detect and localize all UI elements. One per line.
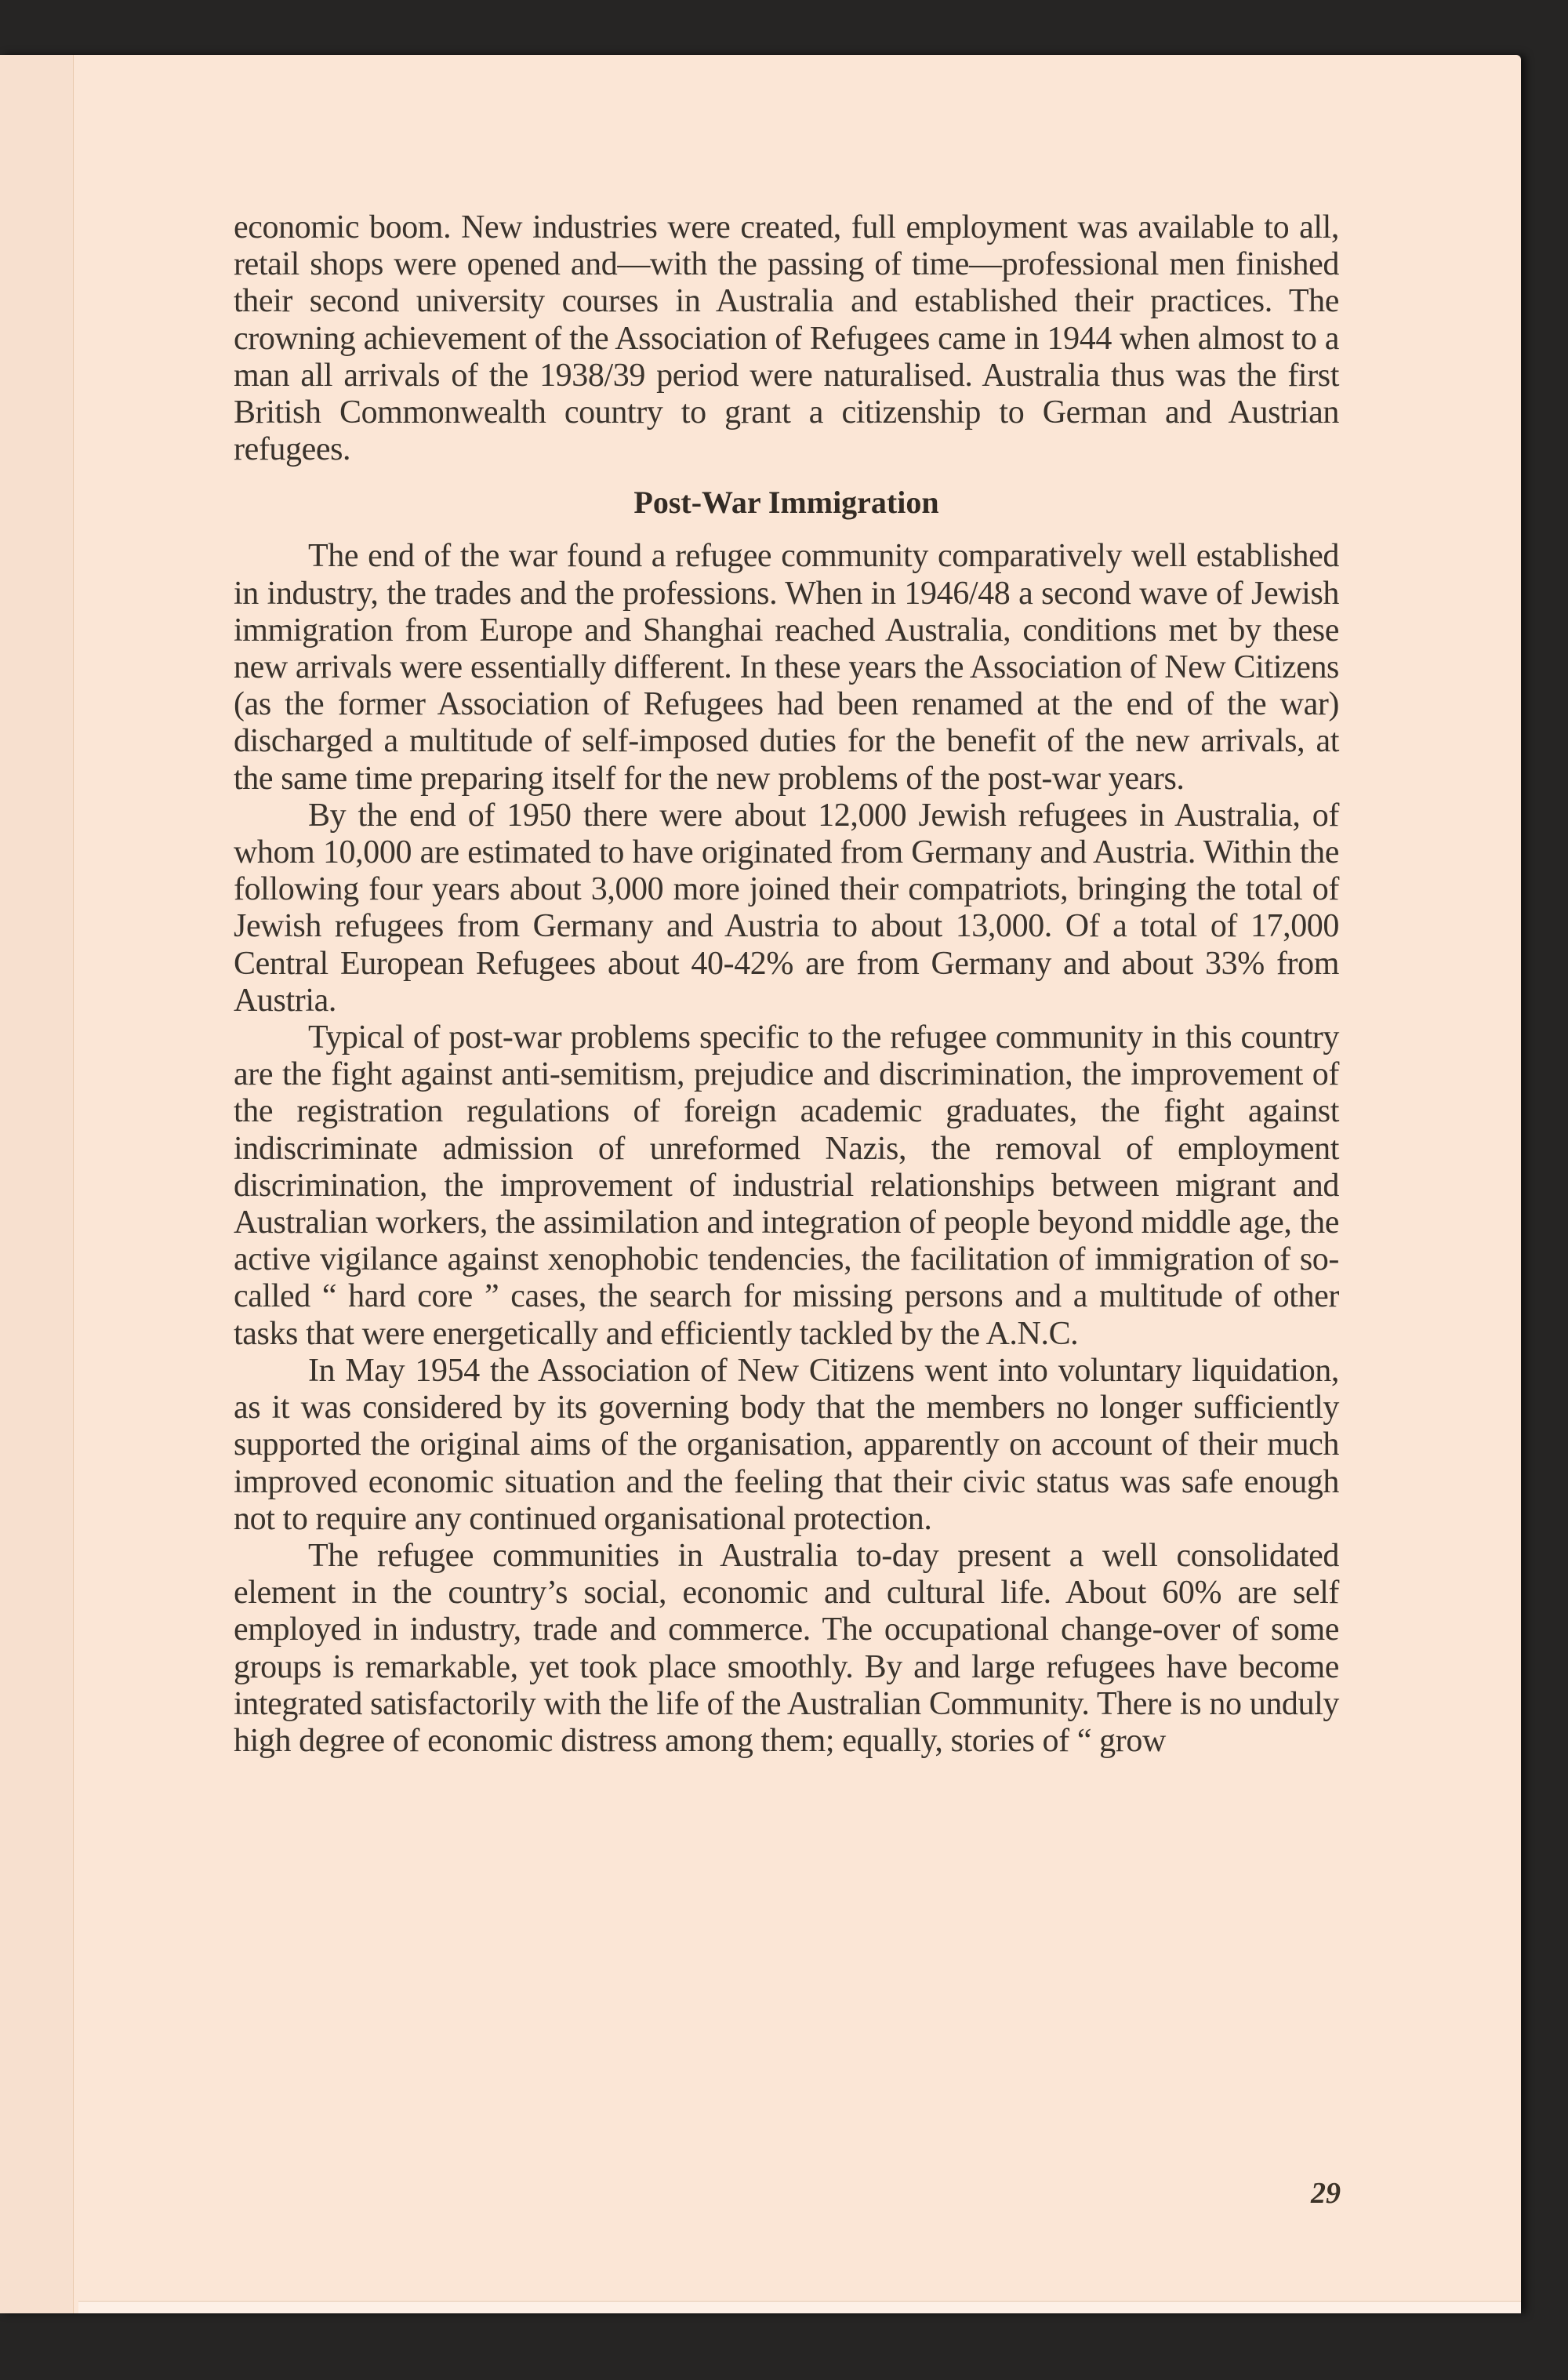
- paragraph-end-of-war: The end of the war found a refugee community comparatively well established in industry, the trades and the professions. When in 1946/48 a second wave of Jewish immigration from Europe and Shanghai reached Australia, conditions met by these new arrivals were essentially different. In these years the Association of New Citizens (as the former Association of Refugees had been renamed at the end of the war) discharged a multitude of self-imposed duties for the benefit of the new arrivals, at the same time preparing itself for the new problems of the post-war years.: [234, 538, 1339, 797]
- section-heading: Post-War Immigration: [633, 485, 939, 521]
- book-page: [0, 55, 1521, 2313]
- paragraph-economic-boom: economic boom. New industries were created, full employment was available to all, retail shops were opened and—with the passing of time—professional men finished their second university courses in Australia and established their practices. The crowning achievement of the Association of Refugees came in 1944 when almost to a man all arrivals of the 1938/39 period were naturalised. Australia thus was the first British Commonwealth country to grant a citizenship to German and Austrian refugees.: [234, 209, 1339, 468]
- facing-page-edge: [0, 55, 74, 2313]
- page-bottom-edge: [78, 2301, 1521, 2313]
- page-number: 29: [1311, 2177, 1341, 2210]
- paragraph-refugee-numbers: By the end of 1950 there were about 12,000 Jewish refugees in Australia, of whom 10,000 are estimated to have originated from Germany and Austria. Within the following four years about 3,000 more joined their compatriots, bringing the total of Jewish refugees from Germany and Austria to about 13,000. Of a total of 17,000 Central European Refugees about 40-42% are from Germany and about 33% from Austria.: [234, 797, 1339, 1019]
- paragraph-liquidation: In May 1954 the Association of New Citizens went into voluntary liquidation, as it was considered by its governing body that the members no longer sufficiently supported the original aims of the organisation, apparently on account of their much improved economic situation and the feeling that their civic status was safe enough not to require any continued organisational protection.: [234, 1352, 1339, 1537]
- paragraph-post-war-problems: Typical of post-war problems specific to the refugee community in this country are the fight against anti-semitism, prejudice and discrimination, the improvement of the registration regulations of foreign academic graduates, the fight against indiscriminate admission of unreformed Nazis, the removal of employment discrimination, the improvement of industrial relationships between migrant and Australian workers, the assimilation and integration of people beyond middle age, the active vigilance against xenophobic tendencies, the facilitation of immigration of so-called “ hard core ” cases, the search for missing persons and a multitude of other tasks that were energetically and efficiently tackled by the A.N.C.: [234, 1019, 1339, 1352]
- body-text-column: [234, 209, 1339, 1760]
- paragraph-communities-today: The refugee communities in Australia to-day present a well consolidated element in the country’s social, economic and cultural life. About 60% are self employed in industry, trade and commerce. The occupational change-over of some groups is remarkable, yet took place smoothly. By and large refugees have become integrated satisfactorily with the life of the Australian Community. There is no unduly high degree of economic distress among them; equally, stories of “ grow: [234, 1537, 1339, 1759]
